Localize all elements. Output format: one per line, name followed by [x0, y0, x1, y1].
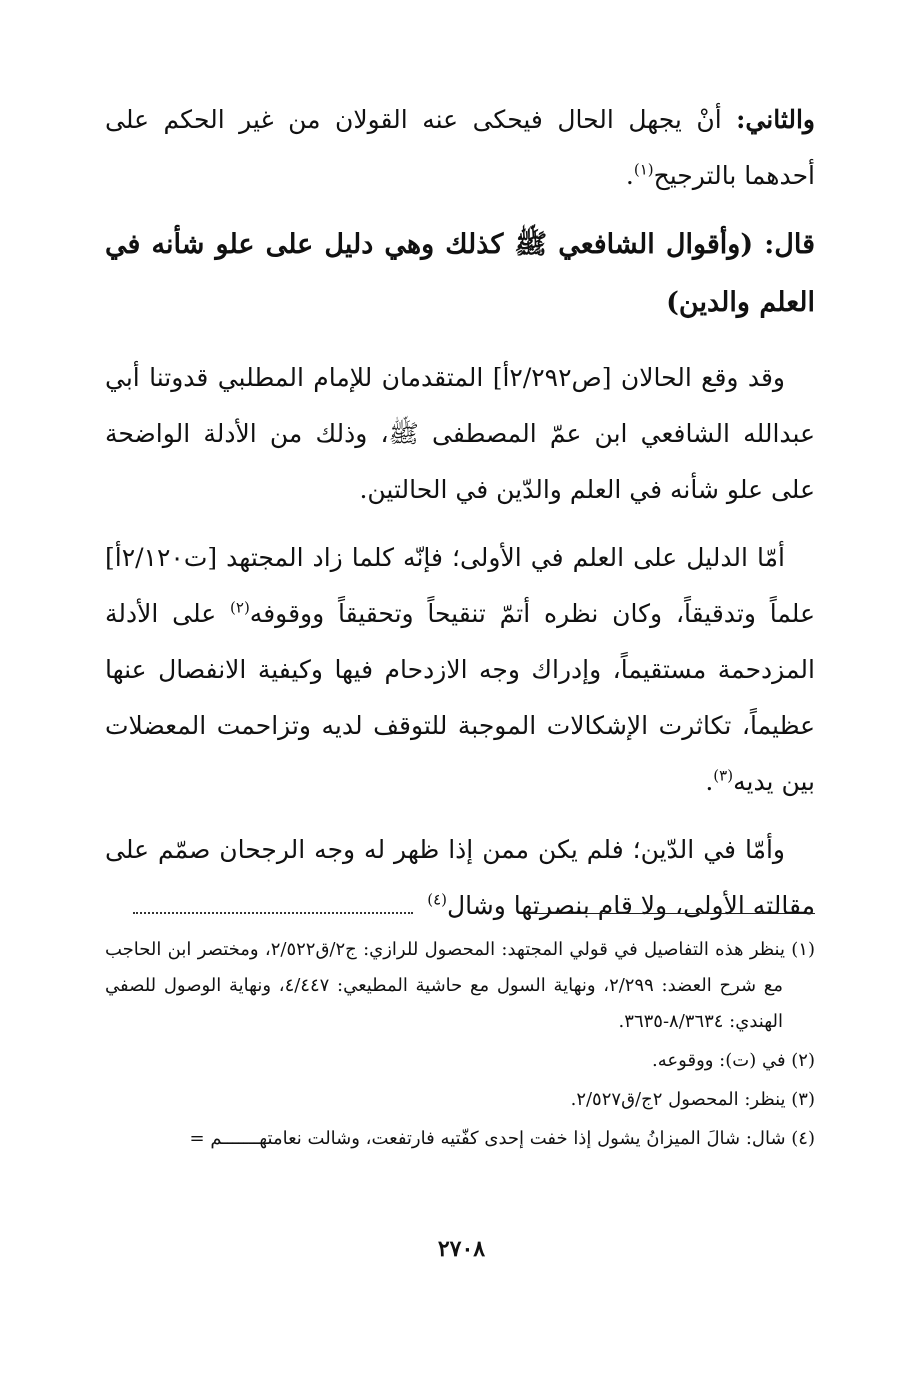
- paragraph-text: أنْ يجهل الحال فيحكى عنه القولان من غير الحكم على أحدهما بالترجيح: [105, 105, 815, 190]
- paragraph-second-case: [105, 92, 815, 204]
- footnote-1: (١) ينظر هذه التفاصيل في قولي المجتهد: المحصول للرازي: ج٢/ق٢/٥٢٢، ومختصر ابن الحاجب مع شرح العضد: ٢/٢٩٩، ونهاية السول مع حاشية المطيعي: ٤/٤٤٧، ونهاية الوصول للصفي الهندي: ٨/٣٦٣٤-٣٦٣٥.: [105, 939, 815, 1032]
- paragraph-text: وأمّا في الدّين؛ فلم يكن ممن إذا ظهر له وجه الرجحان صمّم على مقالته الأولى، ولا قام بنصرتها وشال: [105, 835, 815, 920]
- paragraph-lead: والثاني:: [736, 105, 815, 134]
- footnote-3: (٣) ينظر: المحصول ٢ج/ق٢/٥٢٧.: [570, 1089, 815, 1110]
- paragraph-tail: .: [705, 767, 714, 796]
- footnote-ref-2: (٢): [230, 598, 250, 617]
- paragraph-two-cases: وقد وقع الحالان [ص٢/٢٩٢أ] المتقدمان للإمام المطلبي قدوتنا أبي عبدالله الشافعي ابن عمّ المصطفى ﷺ، وذلك من الأدلة الواضحة على علو شأنه في العلم والدّين في الحالتين.: [105, 363, 815, 504]
- footnote-separator: [525, 913, 815, 914]
- footnote-2: (٢) في (ت): ووقوعه.: [652, 1050, 815, 1071]
- main-text: [105, 92, 815, 946]
- footnote-4: (٤) شال: شالَ الميزانُ يشول إذا خفت إحدى كفّتيه فارتفعت، وشالت نعامتهـــــــم =: [189, 1128, 815, 1149]
- footnote-ref-4: (٤): [427, 890, 447, 909]
- footnotes: [105, 932, 815, 1160]
- footnote-ref-3: (٣): [713, 766, 734, 785]
- page-number: ٢٧٠٨: [437, 1236, 486, 1262]
- paragraph-knowledge-evidence: [105, 530, 815, 810]
- paragraph-tail: .: [625, 161, 634, 190]
- continuation-dots: [133, 912, 413, 914]
- paragraph-text: أمّا الدليل على العلم في الأولى؛ فإنّه كلما زاد المجتهد [ت٢/١٢٠أ] علماً وتدقيقاً، وكان نظره أتمّ تنقيحاً وتحقيقاً ووقوفه: [105, 543, 815, 628]
- paragraph-text: على الأدلة المزدحمة مستقيماً، وإدراك وجه الازدحام فيها وكيفية الانفصال عنها عظيماً، تكاثرت الإشكالات الموجبة للتوقف لديه وتزاحمت المعضلات بين يديه: [105, 599, 815, 796]
- quoted-statement: قال: (وأقوال الشافعي ﷺ كذلك وهي دليل على علو شأنه في العلم والدين): [105, 229, 815, 318]
- paragraph-religion-evidence: [105, 822, 815, 934]
- footnote-ref-1: (١): [633, 160, 654, 179]
